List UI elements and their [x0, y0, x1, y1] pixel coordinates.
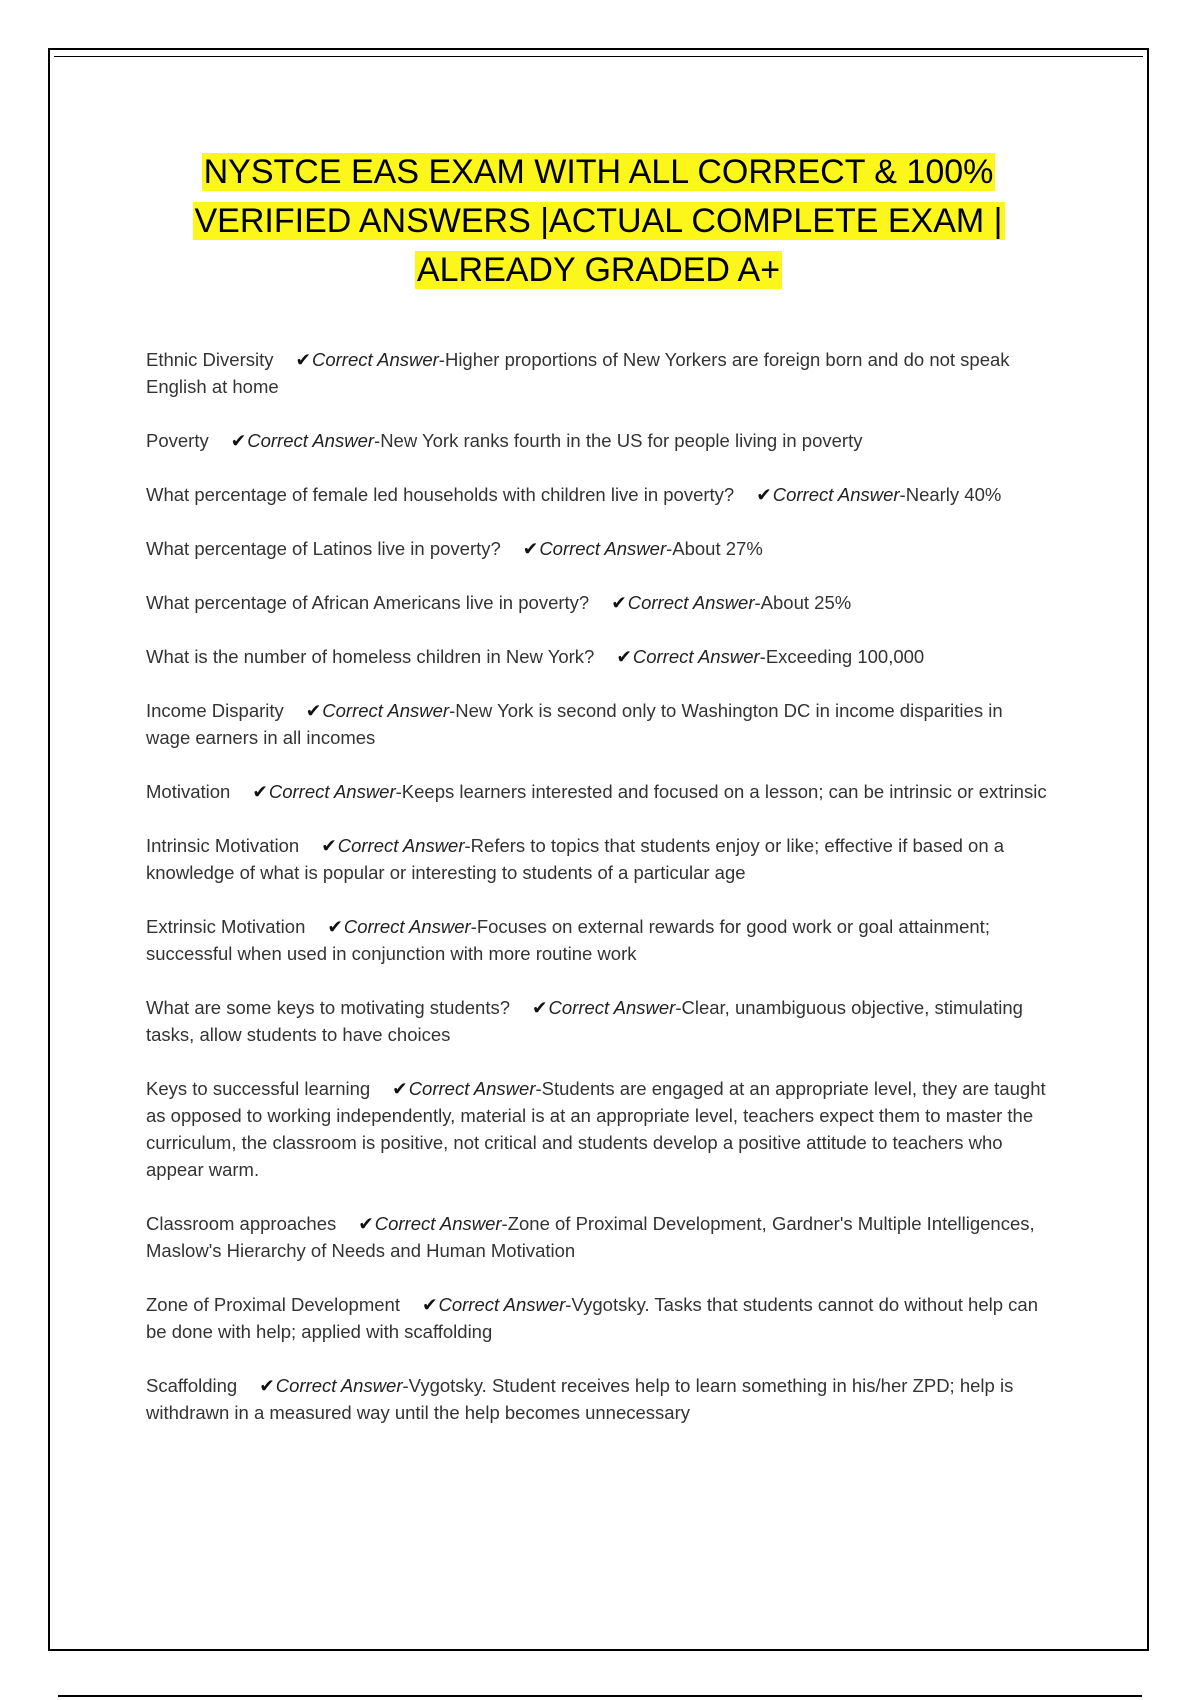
answer-text: -About 27% [666, 538, 763, 559]
qa-list [146, 346, 1047, 1453]
question-term: Intrinsic Motivation [146, 835, 300, 856]
checkmark-icon: ✔ [756, 484, 772, 505]
checkmark-icon: ✔ [421, 1294, 438, 1315]
correct-answer-label: Correct Answer [322, 700, 450, 721]
checkmark-icon: ✔ [295, 349, 311, 370]
checkmark-icon: ✔ [532, 997, 548, 1018]
answer-text: -Higher proportions of New Yorkers are foreign born and do not speak English at home [146, 349, 1010, 397]
answer-text: -Vygotsky. Tasks that students cannot do without help can be done with help; applied with scaffolding [146, 1294, 1039, 1342]
qa-item [146, 778, 1047, 805]
correct-answer-label: Correct Answer [408, 1078, 536, 1099]
qa-item [146, 535, 1047, 562]
question-term: What are some keys to motivating students? [146, 997, 511, 1018]
checkmark-icon: ✔ [522, 538, 539, 559]
correct-answer-label: Correct Answer [548, 997, 676, 1018]
qa-item [146, 1291, 1047, 1345]
title-line: NYSTCE EAS EXAM WITH ALL CORRECT & 100% [203, 153, 994, 191]
question-term: Classroom approaches [146, 1213, 337, 1234]
checkmark-icon: ✔ [611, 592, 627, 613]
qa-item [146, 1372, 1047, 1426]
page-frame [48, 48, 1149, 1651]
qa-item [146, 697, 1047, 751]
correct-answer-label: Correct Answer [539, 538, 667, 559]
answer-text: -Zone of Proximal Development, Gardner's Multiple Intelligences, Maslow's Hierarchy of Needs and Human Motivation [146, 1213, 1035, 1261]
correct-answer-label: Correct Answer [438, 1294, 566, 1315]
question-term: Zone of Proximal Development [146, 1294, 400, 1315]
answer-text: -Refers to topics that students enjoy or like; effective if based on a knowledge of what is popular or interesting to students of a particular age [146, 835, 1005, 883]
question-term: What percentage of female led households with children live in poverty? [146, 484, 735, 505]
question-term: What percentage of African Americans live in poverty? [146, 592, 590, 613]
correct-answer-label: Correct Answer [247, 430, 375, 451]
question-term: What is the number of homeless children in New York? [146, 646, 595, 667]
correct-answer-label: Correct Answer [374, 1213, 502, 1234]
qa-item [146, 481, 1047, 508]
correct-answer-label: Correct Answer [312, 349, 439, 370]
checkmark-icon: ✔ [327, 916, 343, 937]
checkmark-icon: ✔ [358, 1213, 374, 1234]
question-term: Scaffolding [146, 1375, 238, 1396]
answer-text: -Exceeding 100,000 [759, 646, 925, 667]
checkmark-icon: ✔ [252, 781, 268, 802]
qa-item [146, 643, 1047, 670]
answer-text: -New York is second only to Washington DC in income disparities in wage earners in all incomes [146, 700, 1003, 748]
correct-answer-label: Correct Answer [627, 592, 755, 613]
qa-item [146, 346, 1047, 400]
question-term: Income Disparity [146, 700, 284, 721]
page-title [50, 148, 1147, 295]
question-term: What percentage of Latinos live in poverty? [146, 538, 501, 559]
correct-answer-label: Correct Answer [632, 646, 760, 667]
answer-text: -Keeps learners interested and focused on a lesson; can be intrinsic or extrinsic [395, 781, 1047, 802]
question-term: Motivation [146, 781, 231, 802]
qa-item [146, 427, 1047, 454]
qa-item [146, 832, 1047, 886]
correct-answer-label: Correct Answer [268, 781, 396, 802]
correct-answer-label: Correct Answer [772, 484, 900, 505]
answer-text: -Nearly 40% [899, 484, 1002, 505]
answer-text: -Focuses on external rewards for good work or goal attainment; successful when used in conjunction with more routine work [146, 916, 990, 964]
correct-answer-label: Correct Answer [337, 835, 465, 856]
answer-text: -Students are engaged at an appropriate level, they are taught as opposed to working independently, material is at an appropriate level, teachers expect them to master the curriculum, the classroom is positive, not critical and students develop a positive attitude to teachers who appear warm. [146, 1078, 1046, 1180]
checkmark-icon: ✔ [321, 835, 337, 856]
question-term: Poverty [146, 430, 209, 451]
answer-text: -About 25% [754, 592, 852, 613]
answer-text: -Vygotsky. Student receives help to learn something in his/her ZPD; help is withdrawn in a measured way until the help becomes unnecessary [146, 1375, 1014, 1423]
qa-item [146, 913, 1047, 967]
checkmark-icon: ✔ [616, 646, 632, 667]
correct-answer-label: Correct Answer [343, 916, 471, 937]
question-term: Extrinsic Motivation [146, 916, 306, 937]
correct-answer-label: Correct Answer [275, 1375, 403, 1396]
checkmark-icon: ✔ [230, 430, 247, 451]
title-line: VERIFIED ANSWERS |ACTUAL COMPLETE EXAM | [194, 202, 1003, 240]
checkmark-icon: ✔ [392, 1078, 408, 1099]
qa-item [146, 1210, 1047, 1264]
question-term: Ethnic Diversity [146, 349, 274, 370]
answer-text: -Clear, unambiguous objective, stimulating tasks, allow students to have choices [146, 997, 1023, 1045]
qa-item [146, 994, 1047, 1048]
answer-text: -New York ranks fourth in the US for people living in poverty [374, 430, 863, 451]
footer-rule [58, 1695, 1142, 1697]
checkmark-icon: ✔ [305, 700, 322, 721]
top-rule [54, 56, 1143, 57]
qa-item [146, 589, 1047, 616]
question-term: Keys to successful learning [146, 1078, 371, 1099]
checkmark-icon: ✔ [259, 1375, 275, 1396]
qa-item [146, 1075, 1047, 1183]
title-line: ALREADY GRADED A+ [416, 251, 781, 289]
